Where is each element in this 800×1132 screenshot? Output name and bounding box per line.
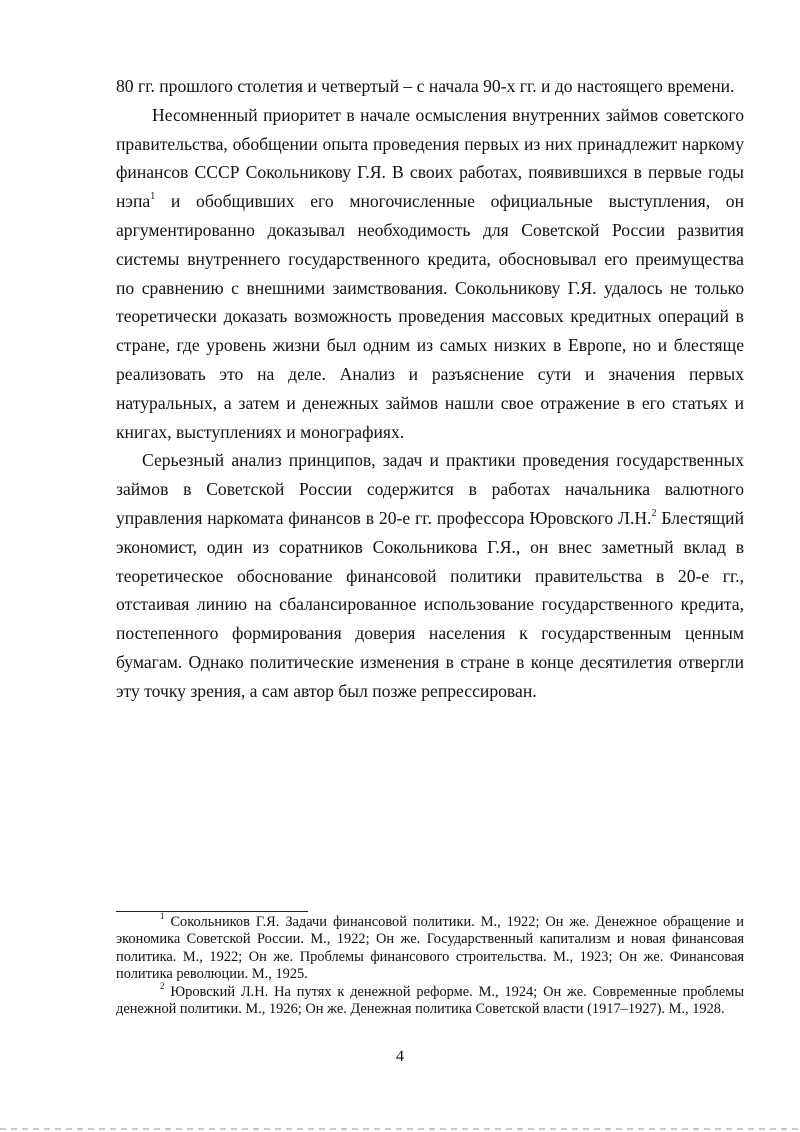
paragraph-1 [116,72,744,101]
paragraph-3 [116,446,744,705]
paragraph-1-text: 80 гг. прошлого столетия и четвертый – с начала 90-х гг. и до настоящего времени. [116,76,735,96]
paragraph-2 [116,101,744,447]
footnote-2-number: 2 [160,980,165,991]
paragraph-3-text-end: Блестящий экономист, один из соратников Сокольникова Г.Я., он внес заметный вклад в теоретическое обоснование финансовой политики правительства в 20-е гг., отстаивая линию на сбалансированное использование государственного кредита, постепенного формирования доверия населения к государственным ценным бумагам. Однако политические изменения в стране в конце десятилетия отвергли эту точку зрения, а сам автор был позже репрессирован. [116,507,744,701]
footnote-ref-2[interactable]: 2 [651,508,657,520]
page-number: 4 [396,1048,404,1065]
footnotes [116,911,744,1018]
scan-edge-artifact [0,1128,800,1130]
footnote-separator [116,911,308,912]
main-text [116,72,744,706]
paragraph-2-text-start: Несомненный приоритет в начале осмысления внутренних займов советского правительства, обобщении опыта проведения первых из них принадлежит наркому финансов СССР Сокольникову Г.Я. В своих работах, появившихся в первые годы нэпа [116,104,744,212]
footnote-1-text: Сокольников Г.Я. Задачи финансовой политики. М., 1922; Он же. Денежное обращение и экономика Советской России. М., 1922; Он же. Государственный капитализм и новая финансовая политика. М., 1922; Он же. Проблемы финансового строительства. М., 1923; Он же. Финансовая политика революции. М., 1925. [116,914,744,983]
paragraph-3-text-start: Серьезный анализ принципов, задач и практики проведения государственных займов в Советской России содержится в работах начальника валютного управления наркомата финансов в 20-е гг. профессора Юровского Л.Н. [116,450,744,528]
paragraph-2-text-end: и обобщивших его многочисленные официальные выступления, он аргументированно доказывал необходимость для Советской России развития системы внутреннего государственного кредита, обосновывал его преимущества по сравнению с внешними заимствования. Сокольникову Г.Я. удалось не только теоретически доказать возможность проведения массовых кредитных операций в стране, где уровень жизни был одним из самых низких в Европе, но и блестяще реализовать это на деле. Анализ и разъяснение сути и значения первых натуральных, а затем и денежных займов нашли свое отражение в его статьях и книгах, выступлениях и монографиях. [116,191,744,442]
footnote-2 [116,980,744,1019]
footnote-ref-1[interactable]: 1 [150,191,156,203]
footnote-2-text: Юровский Л.Н. На путях к денежной реформе. М., 1924; Он же. Современные проблемы денежной политики. М., 1926; Он же. Денежная политика Советской власти (1917–1927). М., 1928. [116,983,744,1018]
footnote-1-number: 1 [160,911,165,922]
footnote-1 [116,911,744,984]
